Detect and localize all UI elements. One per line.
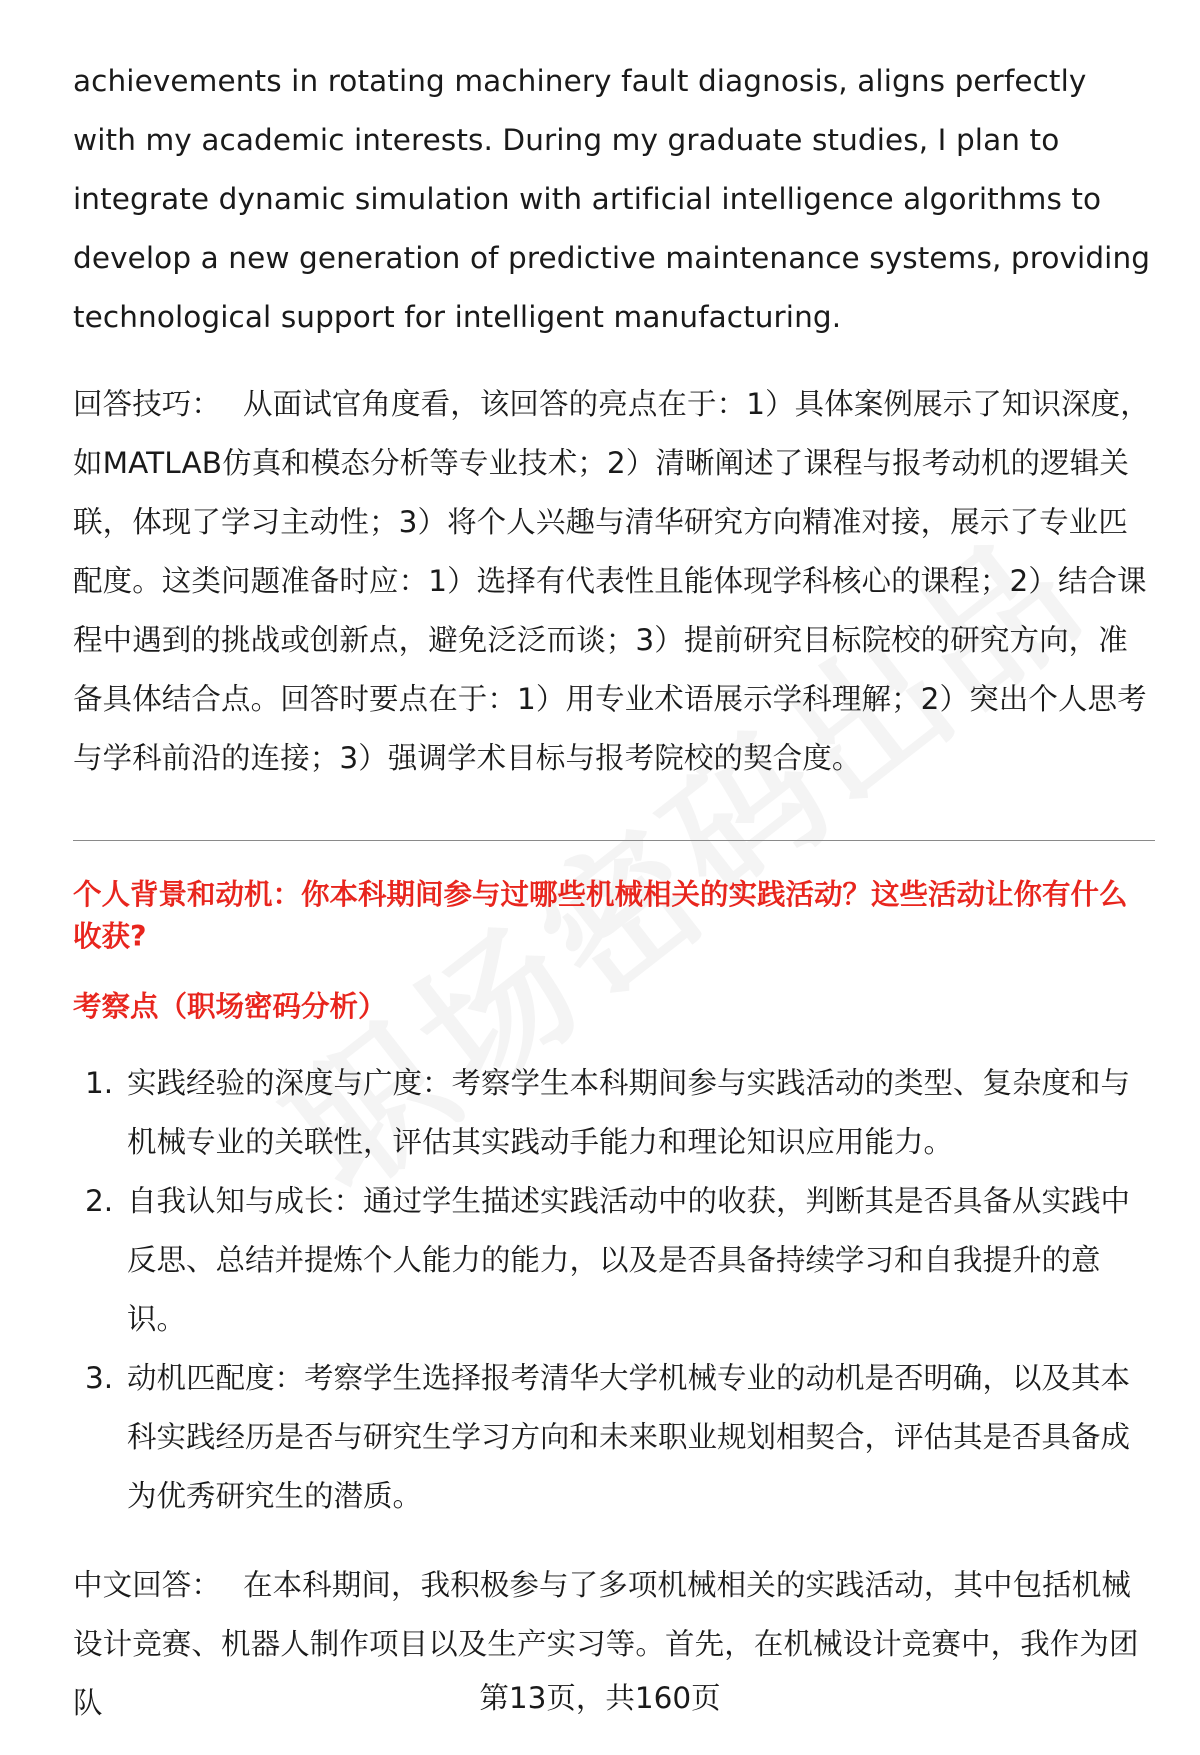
list-item-number: 1. (85, 1066, 114, 1100)
evaluation-points-heading: 考察点（职场密码分析） (73, 990, 387, 1023)
list-item (73, 1054, 1155, 1172)
list-item-text: 动机匹配度：考察学生选择报考清华大学机械专业的动机是否明确，以及其本科实践经历是否与研究生学习方向和未来职业规划相契合，评估其是否具备成为优秀研究生的潜质。 (127, 1361, 1131, 1513)
tips-text: 从面试官角度看，该回答的亮点在于：1）具体案例展示了知识深度，如MATLAB仿真和模态分析等专业技术；2）清晰阐述了课程与报考动机的逻辑关联，体现了学习主动性；3）将个人兴趣与清华研究方向精准对接，展示了专业匹配度。这类问题准备时应：1）选择有代表性且能体现学科核心的课程；2）结合课程中遇到的挑战或创新点，避免泛泛而谈；3）提前研究目标院校的研究方向，准备具体结合点。回答时要点在于：1）用专业术语展示学科理解；2）突出个人思考与学科前沿的连接；3）强调学术目标与报考院校的契合度。 (73, 387, 1150, 775)
answer-text: 在本科期间，我积极参与了多项机械相关的实践活动，其中包括机械设计竞赛、机器人制作项目以及生产实习等。首先，在机械设计竞赛中，我作为团队 (73, 1568, 1139, 1720)
document-page (73, 52, 1155, 1733)
page-number-footer: 第13页，共160页 (479, 1681, 721, 1715)
list-item-number: 3. (85, 1361, 114, 1395)
intro-paragraph: achievements in rotating machinery fault diagnosis, aligns perfectly with my academic interests. During my graduate studies, I plan to integrate dynamic simulation with artificial intelligence algorithms to develop a new generation of predictive maintenance systems, providing technological support for intelligent manufacturing. (73, 64, 1151, 334)
list-item-text: 实践经验的深度与广度：考察学生本科期间参与实践活动的类型、复杂度和与机械专业的关联性，评估其实践动手能力和理论知识应用能力。 (127, 1066, 1131, 1159)
evaluation-points-list (73, 1054, 1155, 1526)
tips-label: 回答技巧： (73, 387, 222, 421)
list-item-number: 2. (85, 1184, 114, 1218)
list-item (73, 1172, 1155, 1349)
list-item (73, 1349, 1155, 1526)
answer-label: 中文回答： (73, 1568, 222, 1602)
answer-tips-paragraph (73, 375, 1155, 788)
list-item-text: 自我认知与成长：通过学生描述实践活动中的收获，判断其是否具备从实践中反思、总结并提炼个人能力的能力，以及是否具备持续学习和自我提升的意识。 (127, 1184, 1131, 1336)
section-divider (73, 840, 1155, 841)
question-heading: 个人背景和动机：你本科期间参与过哪些机械相关的实践活动？这些活动让你有什么收获? (73, 878, 1128, 953)
